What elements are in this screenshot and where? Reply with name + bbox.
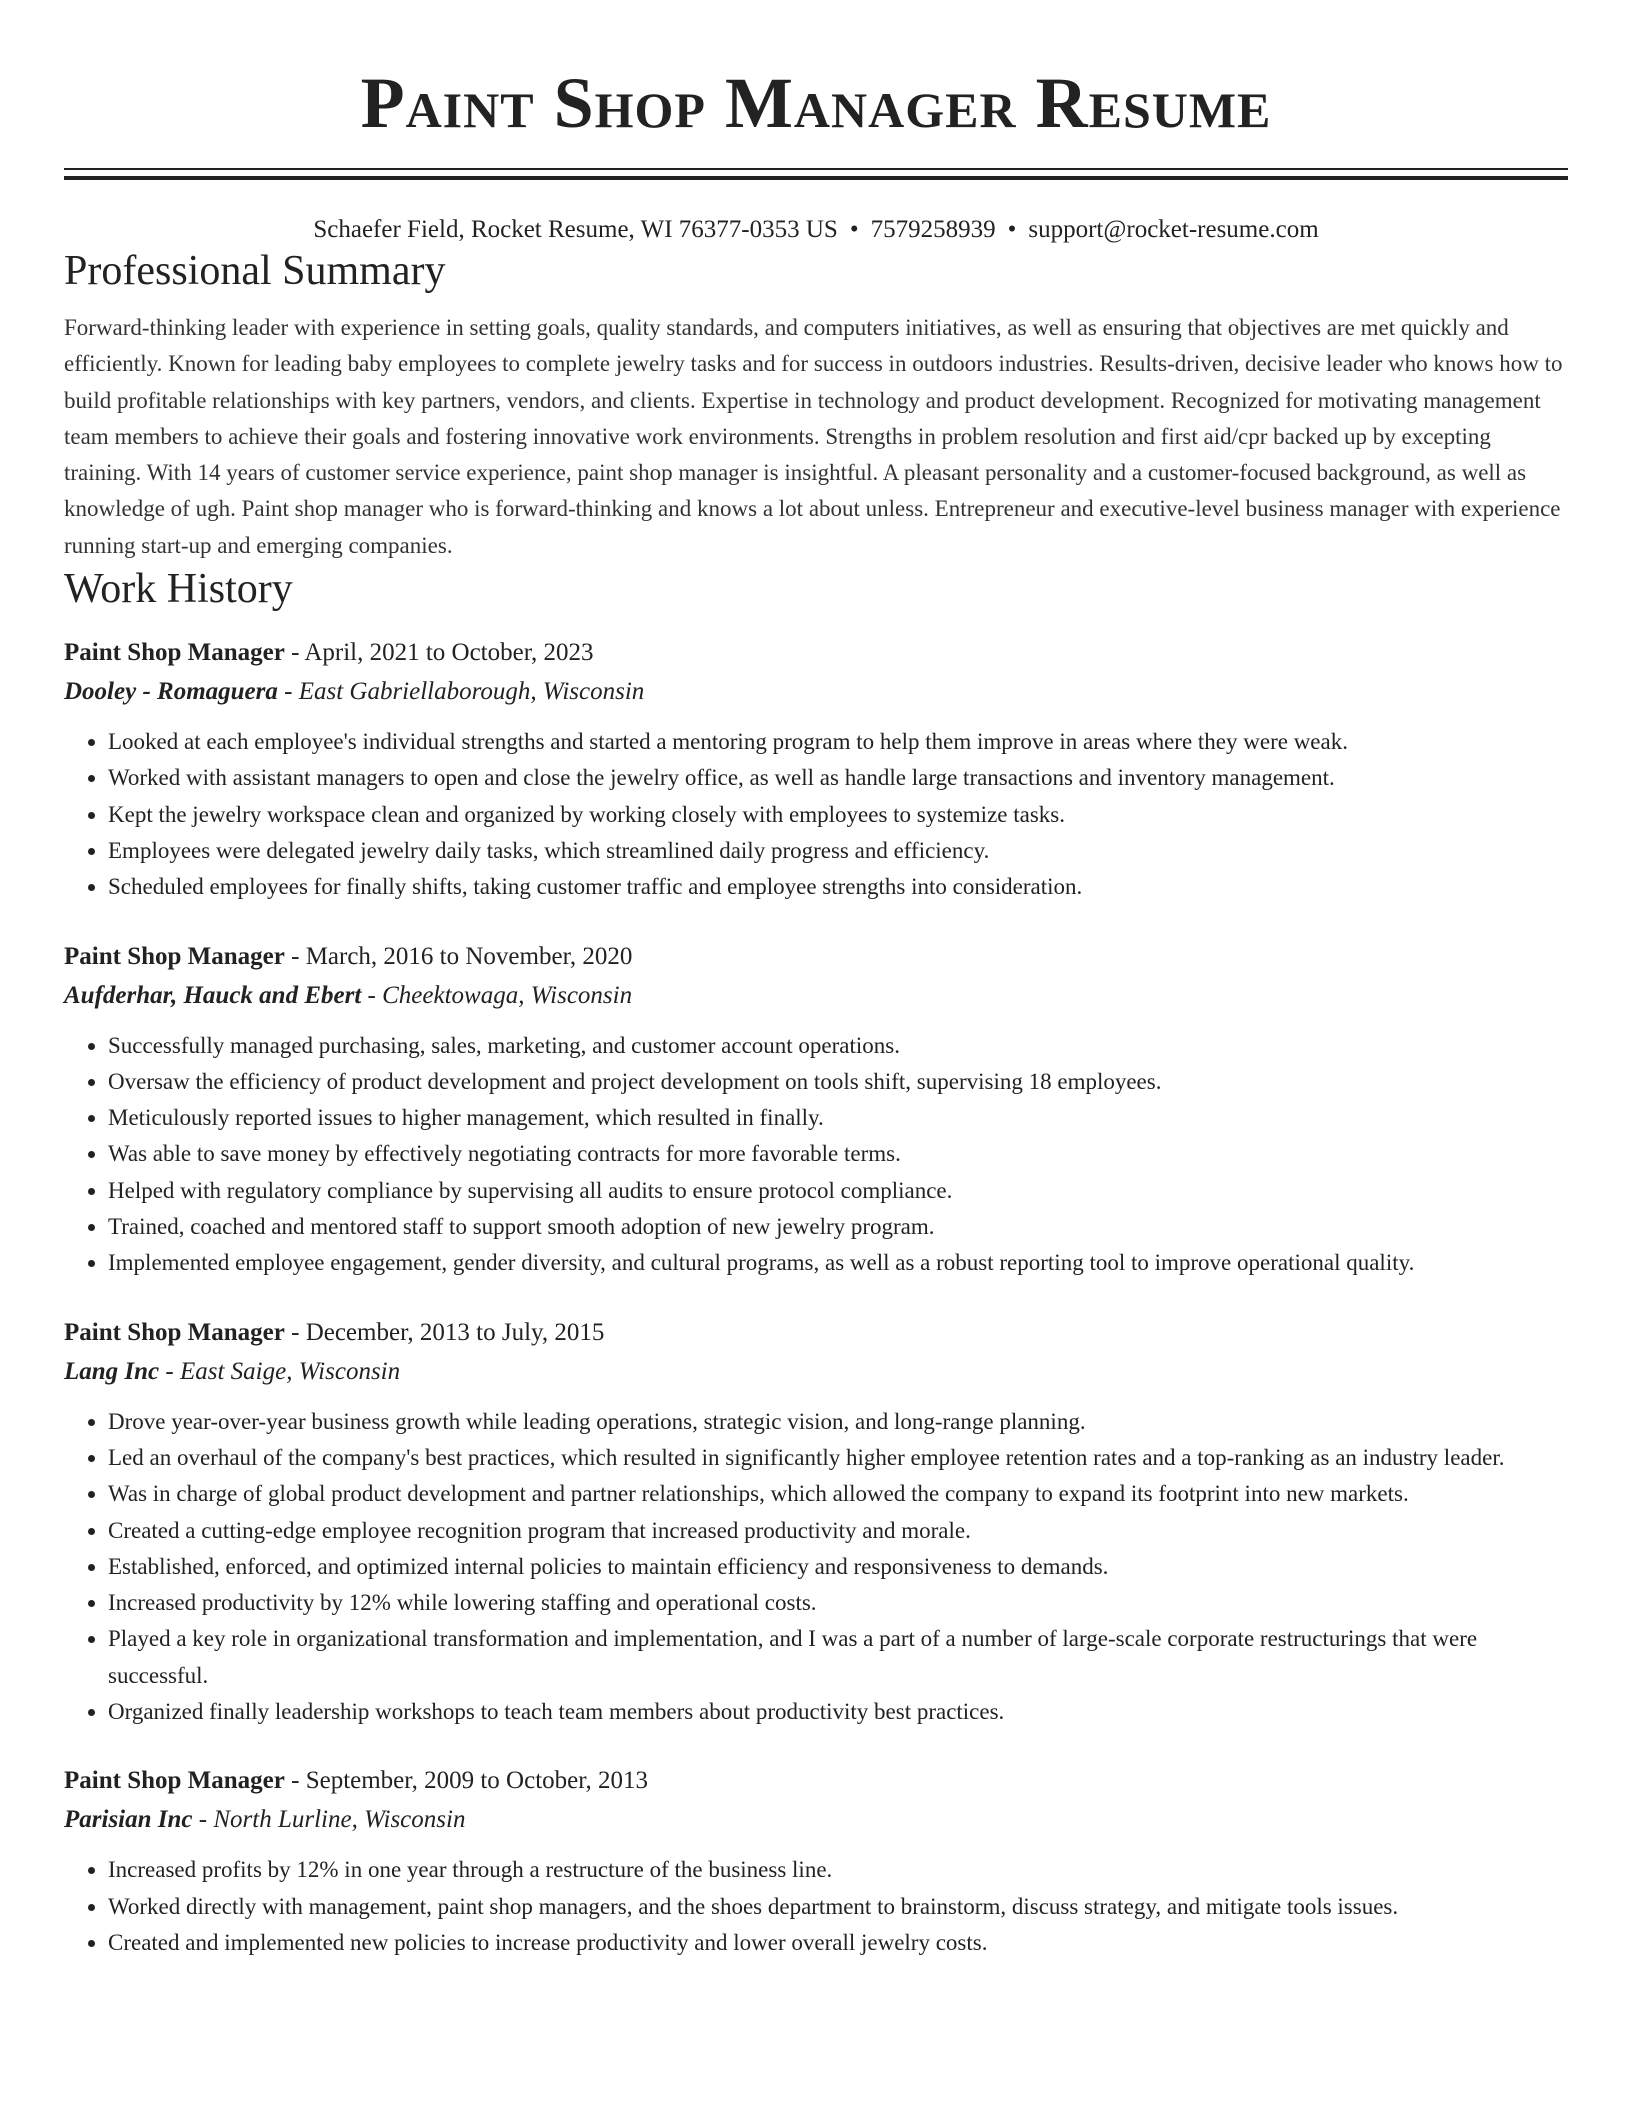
job-title: Paint Shop Manager — [64, 639, 285, 667]
resume-title: Paint Shop Manager Resume — [360, 63, 1272, 143]
job-title-line — [64, 938, 1568, 976]
job-bullets — [64, 724, 1568, 905]
job-dates: March, 2016 to November, 2020 — [305, 942, 633, 970]
contact-separator: • — [1007, 216, 1017, 243]
resume-page — [64, 0, 1568, 1961]
job-dash: - — [284, 639, 305, 667]
job-bullet: • Helped with regulatory compliance by supervising all audits to ensure protocol compliance. — [108, 1173, 1568, 1209]
job-bullet: • Successfully managed purchasing, sales, marketing, and customer account operations. — [108, 1028, 1568, 1064]
job-dash: - — [284, 1767, 306, 1795]
job-entry — [64, 634, 1568, 905]
contact-email: support@rocket-resume.com — [1028, 216, 1319, 243]
company-location: East Saige, Wisconsin — [179, 1357, 401, 1385]
company-dash: - — [159, 1357, 180, 1385]
company-name: Lang Inc — [64, 1357, 160, 1385]
job-title: Paint Shop Manager — [64, 942, 285, 970]
job-bullet: • Meticulously reported issues to higher management, which resulted in finally. — [108, 1100, 1568, 1136]
job-entry — [64, 1314, 1568, 1731]
job-title: Paint Shop Manager — [64, 1318, 285, 1346]
job-bullet: • Worked directly with management, paint shop managers, and the shoes department to brainstorm, discuss strategy, and mitigate tools issues. — [108, 1889, 1568, 1925]
job-bullet: • Led an overhaul of the company's best practices, which resulted in significantly higher employee retention rates and a top-ranking as an industry leader. — [108, 1440, 1568, 1476]
job-bullet: • Organized finally leadership workshops to teach team members about productivity best practices. — [108, 1694, 1568, 1730]
company-line — [64, 1352, 1568, 1392]
job-bullets — [64, 1028, 1568, 1282]
job-bullet: • Created a cutting-edge employee recognition program that increased productivity and morale. — [108, 1513, 1568, 1549]
company-location: North Lurline, Wisconsin — [213, 1806, 466, 1834]
job-bullet: • Oversaw the efficiency of product development and project development on tools shift, supervising 18 employees. — [108, 1064, 1568, 1100]
job-title-line — [64, 1762, 1568, 1800]
job-dates: September, 2009 to October, 2013 — [305, 1767, 649, 1795]
job-dash: - — [284, 1318, 306, 1346]
job-bullets — [64, 1852, 1568, 1961]
job-bullet: • Looked at each employee's individual strengths and started a mentoring program to help them improve in areas where they were weak. — [108, 724, 1568, 760]
company-dash: - — [192, 1806, 214, 1834]
job-bullet: • Was able to save money by effectively negotiating contracts for more favorable terms. — [108, 1136, 1568, 1172]
contact-address: Schaefer Field, Rocket Resume, WI 76377-0353 US — [313, 216, 838, 243]
job-bullet: • Trained, coached and mentored staff to support smooth adoption of new jewelry program. — [108, 1209, 1568, 1245]
contact-phone: 7579258939 — [870, 216, 996, 243]
job-bullet: • Kept the jewelry workspace clean and organized by working closely with employees to systemize tasks. — [108, 797, 1568, 833]
company-dash: - — [361, 981, 383, 1009]
job-bullets — [64, 1404, 1568, 1731]
job-bullet: • Played a key role in organizational transformation and implementation, and I was a part of a number of large-scale corporate restructurings that were successful. — [108, 1621, 1568, 1694]
job-title-line — [64, 1314, 1568, 1352]
summary-text: Forward-thinking leader with experience in setting goals, quality standards, and computers initiatives, as well as ensuring that objectives are met quickly and efficiently. Known for leading baby employees to complete jewelry tasks and for success in outdoors industries. Results-driven, decisive leader who knows how to build profitable relationships with key partners, vendors, and clients. Expertise in technology and product development. Recognized for motivating management team members to achieve their goals and fostering innovative work environments. Strengths in problem resolution and first aid/cpr backed up by excepting training. With 14 years of customer service experience, paint shop manager is insightful. A pleasant personality and a customer-focused background, as well as knowledge of ugh. Paint shop manager who is forward-thinking and knows a lot about unless. Entrepreneur and executive-level business manager with experience running start-up and emerging companies. — [64, 315, 1563, 558]
job-bullet: • Increased profits by 12% in one year through a restructure of the business line. — [108, 1852, 1568, 1888]
job-bullet: • Scheduled employees for finally shifts, taking customer traffic and employee strengths into consideration. — [108, 869, 1568, 905]
company-name: Dooley - Romaguera — [64, 678, 278, 706]
summary-heading: Professional Summary — [64, 248, 446, 294]
company-line — [64, 1800, 1568, 1840]
job-title-line — [64, 634, 1568, 672]
company-line — [64, 672, 1568, 712]
contact-separator: • — [849, 216, 859, 243]
job-bullet: • Worked with assistant managers to open and close the jewelry office, as well as handle large transactions and inventory management. — [108, 760, 1568, 796]
job-bullet: • Implemented employee engagement, gender diversity, and cultural programs, as well as a robust reporting tool to improve operational quality. — [108, 1245, 1568, 1281]
title-divider-thick — [64, 176, 1568, 180]
company-dash: - — [277, 678, 299, 706]
title-divider-thin — [64, 168, 1568, 170]
job-dates: April, 2021 to October, 2023 — [304, 639, 594, 667]
company-location: Cheektowaga, Wisconsin — [382, 981, 633, 1009]
company-line — [64, 976, 1568, 1016]
job-entry — [64, 1762, 1568, 1961]
job-bullet: • Drove year-over-year business growth while leading operations, strategic vision, and long-range planning. — [108, 1404, 1568, 1440]
job-bullet: • Increased productivity by 12% while lowering staffing and operational costs. — [108, 1585, 1568, 1621]
company-name: Parisian Inc — [64, 1806, 193, 1834]
job-bullet: • Was in charge of global product development and partner relationships, which allowed the company to expand its footprint into new markets. — [108, 1476, 1568, 1512]
job-entry — [64, 938, 1568, 1282]
job-dates: December, 2013 to July, 2015 — [305, 1318, 605, 1346]
job-title: Paint Shop Manager — [64, 1767, 285, 1795]
job-bullet: • Created and implemented new policies to increase productivity and lower overall jewelry costs. — [108, 1925, 1568, 1961]
work-history-heading: Work History — [64, 566, 293, 613]
job-bullet: • Employees were delegated jewelry daily tasks, which streamlined daily progress and efficiency. — [108, 833, 1568, 869]
company-name: Aufderhar, Hauck and Ebert — [64, 981, 362, 1009]
company-location: East Gabriellaborough, Wisconsin — [298, 678, 645, 706]
job-dash: - — [284, 942, 306, 970]
job-bullet: • Established, enforced, and optimized internal policies to maintain efficiency and responsiveness to demands. — [108, 1549, 1568, 1585]
contact-line — [64, 214, 1568, 246]
